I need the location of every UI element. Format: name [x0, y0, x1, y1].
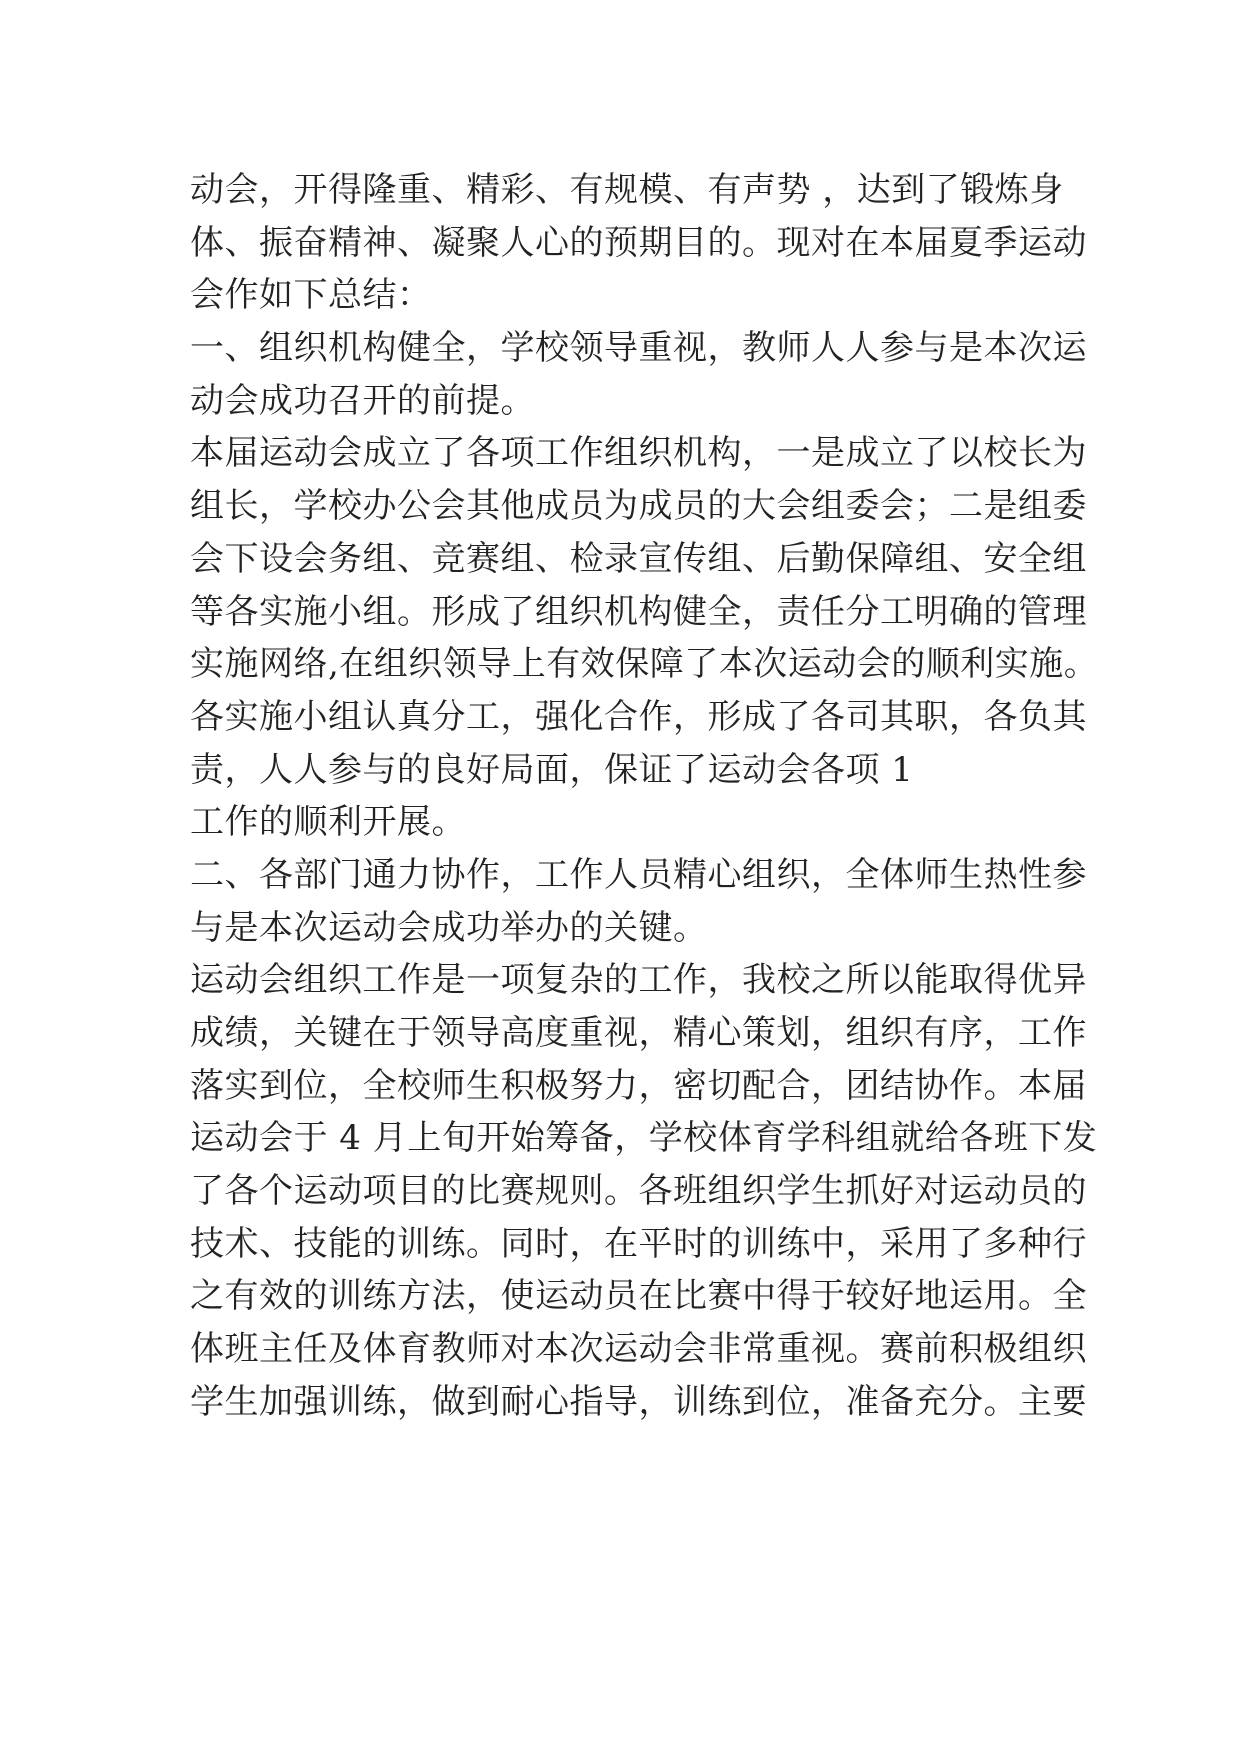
text-line: 各实施小组认真分工，强化合作，形成了各司其职，各负其 [190, 696, 1087, 737]
document-body [190, 164, 1099, 1429]
text-line: 体、振奋精神、凝聚人心的预期目的。现对在本届夏季运动 [190, 222, 1087, 263]
section-heading-line: 动会成功召开的前提。 [190, 380, 535, 421]
text-line: 会作如下总结： [190, 275, 432, 316]
text-line: 运动会组织工作是一项复杂的工作，我校之所以能取得优异 [190, 960, 1087, 1001]
text-line: 成绩，关键在于领导高度重视，精心策划，组织有序，工作 [190, 1013, 1087, 1053]
text-line: 之有效的训练方法，使运动员在比赛中得于较好地运用。全 [190, 1276, 1087, 1317]
text-line: 运动会于 4 月上旬开始筹备，学校体育学科组就给各班下发 [190, 1118, 1098, 1159]
text-line: 组长，学校办公会其他成员为成员的大会组委会；二是组委 [190, 486, 1087, 527]
section-heading-line: 与是本次运动会成功举办的关键。 [190, 907, 708, 948]
text-line: 技术、技能的训练。同时，在平时的训练中，采用了多种行 [190, 1223, 1087, 1264]
text-line: 动会，开得隆重、精彩、有规模、有声势 ，达到了锻炼身 [190, 170, 1064, 210]
text-line: 落实到位，全校师生积极努力，密切配合，团结协作。本届 [190, 1065, 1087, 1106]
text-line: 学生加强训练，做到耐心指导，训练到位，准备充分。主要 [190, 1381, 1087, 1422]
text-line: 责，人人参与的良好局面，保证了运动会各项 1 [190, 749, 914, 790]
text-line: 实施网络,在组织领导上有效保障了本次运动会的顺利实施。 [190, 644, 1099, 685]
text-line: 本届运动会成立了各项工作组织机构，一是成立了以校长为 [190, 433, 1087, 474]
section-heading-line: 一、组织机构健全，学校领导重视，教师人人参与是本次运 [190, 328, 1087, 369]
text-line: 会下设会务组、竞赛组、检录宣传组、后勤保障组、安全组 [190, 538, 1087, 579]
text-line: 等各实施小组。形成了组织机构健全，责任分工明确的管理 [190, 591, 1087, 632]
text-line: 体班主任及体育教师对本次运动会非常重视。赛前积极组织 [190, 1329, 1087, 1370]
text-line: 了各个运动项目的比赛规则。各班组织学生抓好对运动员的 [190, 1171, 1087, 1212]
section-heading-line: 二、各部门通力协作，工作人员精心组织，全体师生热性参 [190, 854, 1087, 895]
text-line: 工作的顺利开展。 [190, 802, 466, 843]
